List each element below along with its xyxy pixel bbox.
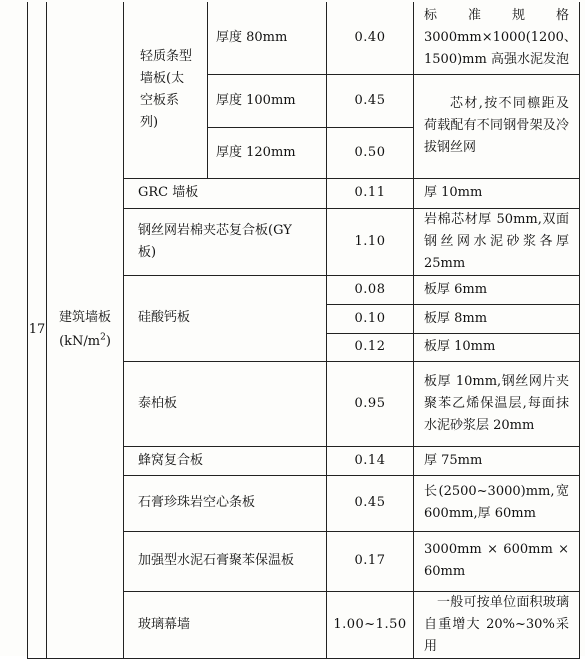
item-name: 石膏珍珠岩空心条板 (124, 475, 327, 531)
item-value: 0.14 (327, 446, 414, 475)
item-note: 厚 75mm (414, 446, 580, 475)
item-value: 0.10 (327, 304, 414, 333)
item-note: 一般可按单位面积玻璃自重增大 20%~30%采用 (414, 591, 580, 658)
item-name: 玻璃幕墙 (124, 591, 327, 658)
item-name: 钢丝网岩棉夹芯复合板(GY 板) (124, 208, 327, 275)
item-name: 泰柏板 (124, 361, 327, 446)
item-value: 1.10 (327, 208, 414, 275)
item-name: 蜂窝复合板 (124, 446, 327, 475)
item-spec: 厚度 80mm (208, 2, 327, 74)
item-value: 0.17 (327, 531, 414, 591)
item-note: 厚 10mm (414, 178, 580, 208)
item-value: 0.50 (327, 127, 414, 178)
table-row (28, 2, 580, 74)
category-unit: $(kN/m^2)$ (59, 332, 111, 349)
item-spec: 厚度 120mm (208, 127, 327, 178)
item-note: 芯材,按不同檩距及荷载配有不同钢骨架及冷拔钢丝网 (414, 74, 580, 178)
item-value: 0.11 (327, 178, 414, 208)
row-number: 17 (28, 2, 47, 658)
item-note: 长(2500~3000)mm,宽 600mm,厚 60mm (414, 475, 580, 531)
item-value: 0.12 (327, 333, 414, 361)
item-value: 1.00~1.50 (327, 591, 414, 658)
item-note: 3000mm × 600mm × 60mm (414, 531, 580, 591)
load-table (27, 2, 580, 659)
item-name: 轻质条型墙板(太空板系列) (124, 2, 208, 178)
item-value: 0.95 (327, 361, 414, 446)
item-value: 0.45 (327, 74, 414, 127)
item-name: GRC 墙板 (124, 178, 327, 208)
item-note: 标准规格 3000mm×1000(1200、1500)mm 高强水泥发泡 (414, 2, 580, 74)
item-spec: 厚度 100mm (208, 74, 327, 127)
item-note: 岩棉芯材厚 50mm,双面钢丝网水泥砂浆各厚 25mm (414, 208, 580, 275)
category-title: 建筑墙板 (58, 309, 111, 325)
category-cell (47, 2, 124, 658)
item-value: 0.40 (327, 2, 414, 74)
item-value: 0.08 (327, 275, 414, 304)
item-name: 加强型水泥石膏聚苯保温板 (124, 531, 327, 591)
item-value: 0.45 (327, 475, 414, 531)
item-note: 板厚 10mm (414, 333, 580, 361)
item-note: 板厚 10mm,钢丝网片夹聚苯乙烯保温层,每面抹水泥砂浆层 20mm (414, 361, 580, 446)
item-note: 板厚 6mm (414, 275, 580, 304)
item-name: 硅酸钙板 (124, 275, 327, 361)
item-note: 板厚 8mm (414, 304, 580, 333)
